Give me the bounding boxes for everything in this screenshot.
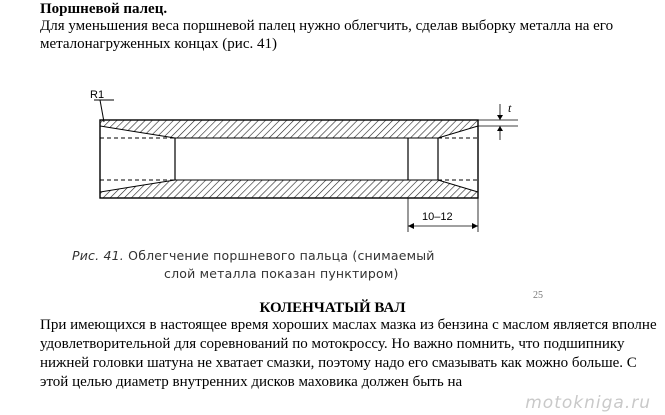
top-wall-hatch [100,120,478,138]
dimension-label: 10–12 [422,211,453,223]
body-paragraph: При имеющихся в настоящее время хороших маслах мазка из бензина с маслом является вполне удовлетворительной для соревнований по мотокроссу. Но важно помнить, что подшипнику нижней головки шатуна не хватает смазки, поэтому надо его смазывать как можно больше. С этой целью диаметр внутренних дисков маховика должен быть на [40,317,657,390]
caption-line-1: Облегчение поршневого пальца (снимаемый [128,248,435,263]
intro-paragraph: Для уменьшения веса поршневой палец нужно облегчить, сделав выборку металла на его металонагруженных концах (рис. 41) [40,18,614,52]
caption-line-2: слой металла показан пунктиром) [164,266,399,281]
page-mark: 25 [533,290,543,301]
figure-caption [72,247,522,283]
section-title: КОЛЕНЧАТЫЙ ВАЛ [259,300,406,316]
piston-pin-drawing [70,82,530,242]
heading: Поршневой палец. [40,1,168,17]
watermark: motokniga.ru [525,393,651,413]
t-label: t [508,101,512,115]
bottom-wall-hatch [100,180,478,198]
caption-number: Рис. 41. [72,248,124,263]
radius-label: R1 [90,89,105,101]
